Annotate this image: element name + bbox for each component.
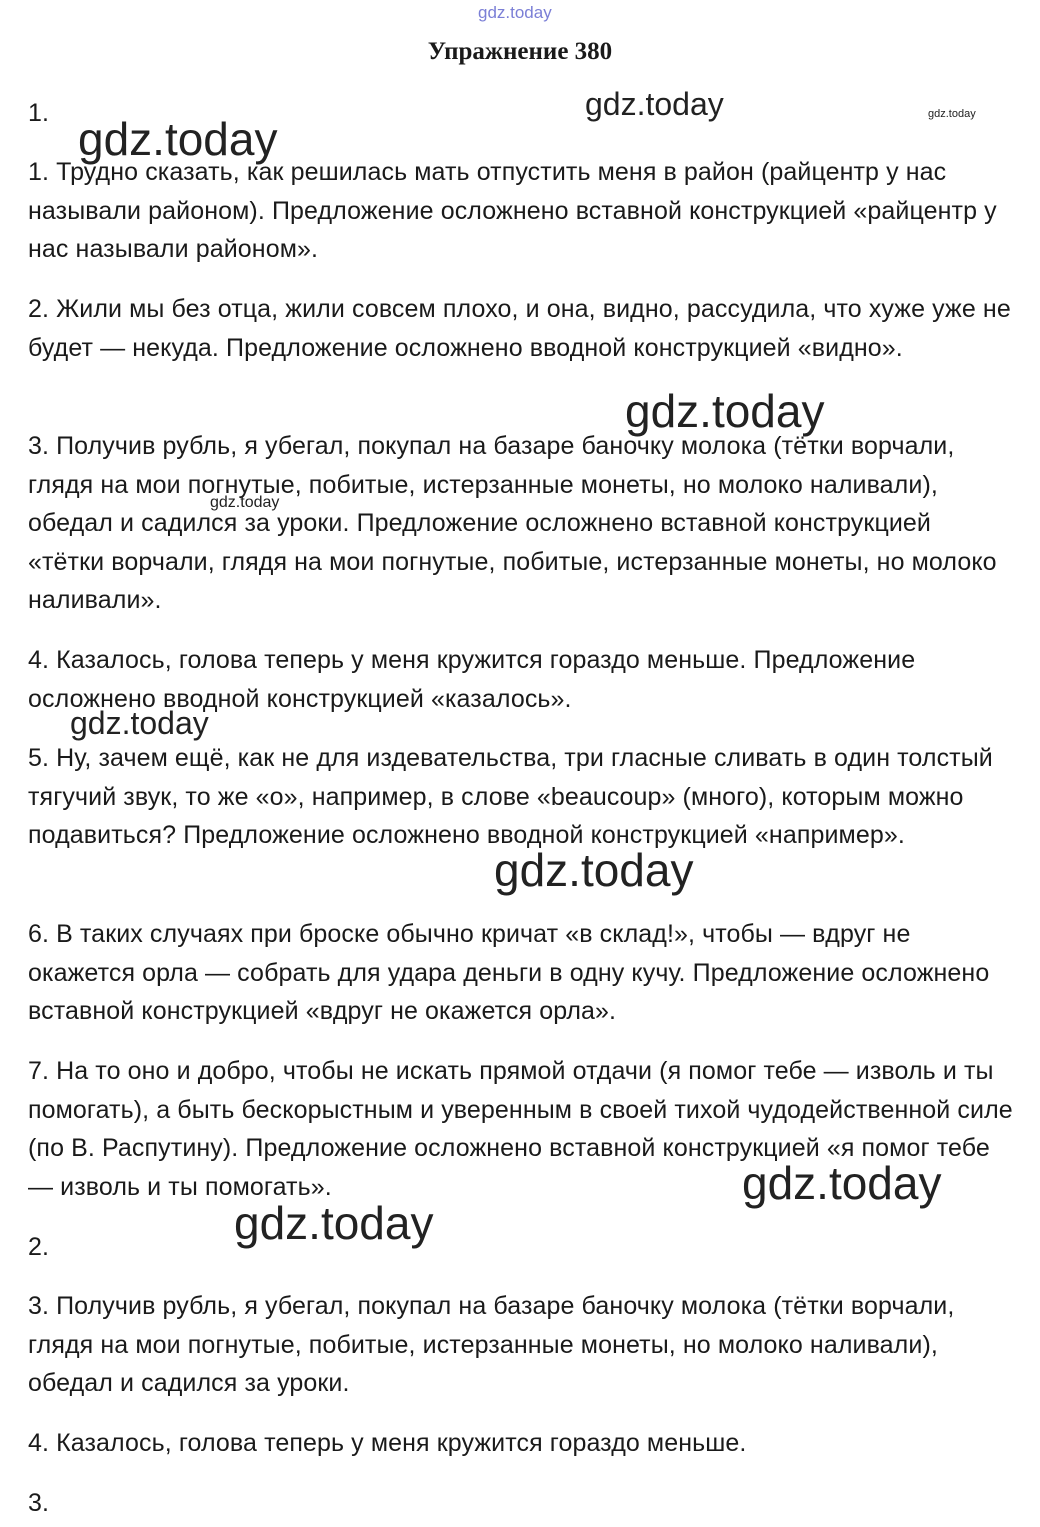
watermark-8: gdz.today [742, 1157, 942, 1209]
page-title: Упражнение 380 [427, 38, 613, 65]
paragraph-8: 3. Получив рубль, я убегал, покупал на базаре баночку молока (тётки ворчали, глядя на мои погнутые, побитые, истерзанные монеты, но молоко наливали), обедал и садился за уроки. [28, 1292, 955, 1398]
watermark-1: gdz.today [78, 113, 278, 165]
paragraph-2: 2. Жили мы без отца, жили совсем плохо, и она, видно, рассудила, что хуже уже не будет — некуда. Предложение осложнено вводной конструкцией «видно». [28, 295, 1011, 362]
paragraph-4: 4. Казалось, голова теперь у меня кружится гораздо меньше. Предложение осложнено вводной конструкцией «казалось». [28, 646, 916, 713]
section-label-3: 3. [28, 1489, 50, 1517]
paragraph-3: 3. Получив рубль, я убегал, покупал на базаре баночку молока (тётки ворчали, глядя на мои погнутые, побитые, истерзанные монеты, но молоко наливали), обедал и садился за уроки. Предложение осложнено вставной конструкцией «тётки ворчали, глядя на мои погнутые, побитые, истерзанные монеты, но молоко наливали». [28, 432, 997, 615]
watermark-6: gdz.today [70, 705, 209, 741]
watermark-2: gdz.today [585, 86, 724, 122]
watermark-3: gdz.today [928, 108, 976, 120]
watermark-5: gdz.today [210, 494, 280, 511]
watermark-4: gdz.today [625, 385, 825, 437]
section-label-2: 2. [28, 1233, 50, 1261]
paragraph-9: 4. Казалось, голова теперь у меня кружится гораздо меньше. [28, 1429, 747, 1457]
paragraph-5: 5. Ну, зачем ещё, как не для издевательства, три гласные сливать в один толстый тягучий звук, то же «о», например, в слове «beaucoup» (много), которым можно подавиться? Предложение осложнено вводной конструкцией «например». [28, 744, 993, 850]
watermark-top: gdz.today [478, 3, 552, 22]
paragraph-7: 7. На то оно и добро, чтобы не искать прямой отдачи (я помог тебе — изволь и ты помогать), а быть бескорыстным и уверенным в своей тихой чудодейственной силе (по В. Распутину). Предложение осложнено вставной конструкцией «я помог тебе — изволь и ты помогать». [28, 1057, 1013, 1201]
watermark-9: gdz.today [234, 1197, 434, 1249]
paragraph-1: 1. Трудно сказать, как решилась мать отпустить меня в район (райцентр у нас называли районом). Предложение осложнено вставной конструкцией «райцентр у нас называли районом». [28, 158, 997, 264]
paragraph-6: 6. В таких случаях при броске обычно кричат «в склад!», чтобы — вдруг не окажется орла — собрать для удара деньги в одну кучу. Предложение осложнено вставной конструкцией «вдруг не окажется орла». [28, 920, 990, 1026]
watermark-7: gdz.today [494, 844, 694, 896]
section-label-1: 1. [28, 99, 50, 127]
